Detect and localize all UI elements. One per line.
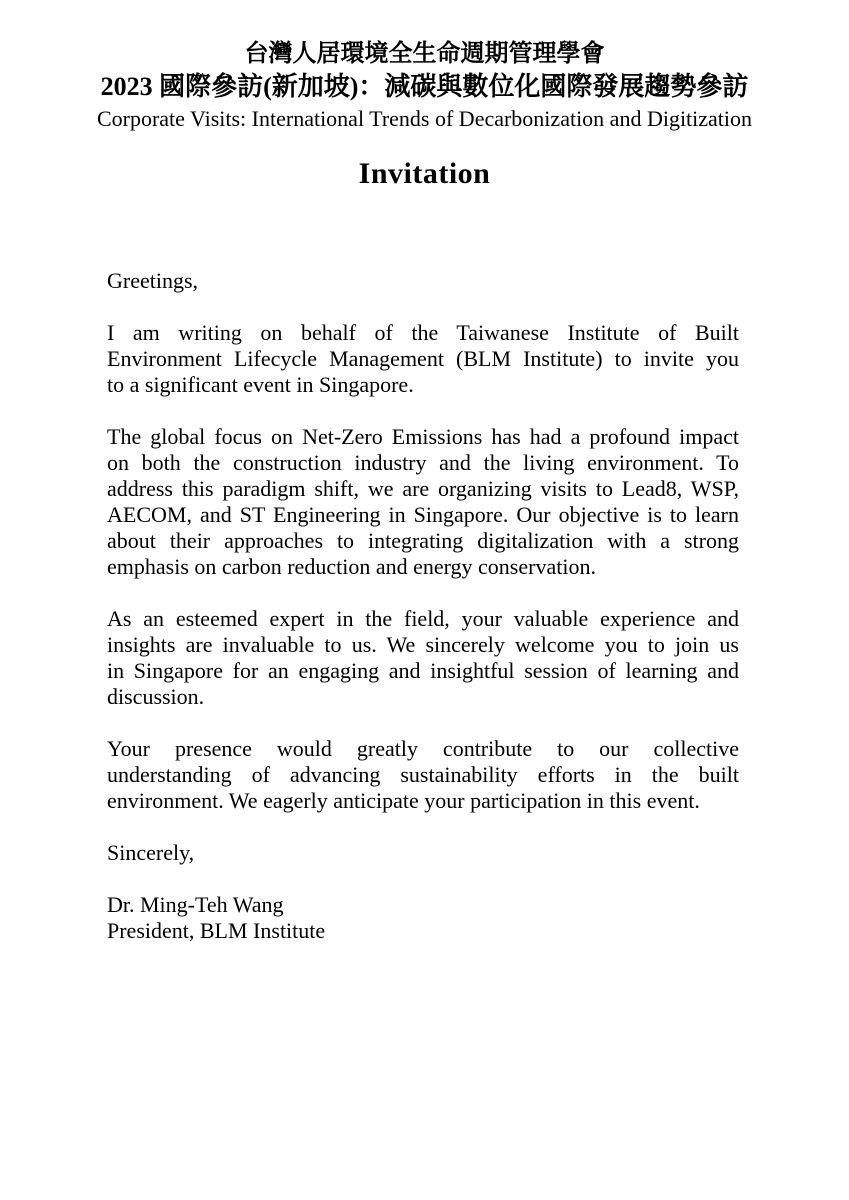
letter-line: The global focus on Net-Zero Emissions has had a profound impact bbox=[107, 424, 739, 449]
letter-line: in Singapore for an engaging and insightful session of learning and bbox=[107, 658, 739, 683]
letter-line: discussion. bbox=[107, 684, 205, 709]
letter-line: As an esteemed expert in the field, your valuable experience and bbox=[107, 606, 739, 631]
signature-title: President, BLM Institute bbox=[107, 918, 326, 943]
signature-block bbox=[107, 892, 739, 944]
salutation: Greetings, bbox=[107, 268, 199, 293]
letter-line: environment. We eagerly anticipate your participation in this event. bbox=[107, 788, 700, 813]
title-chinese-line2: 2023 國際參訪(新加坡)：減碳與數位化國際發展趨勢參訪 bbox=[100, 72, 749, 101]
letter-paragraph bbox=[107, 424, 739, 580]
letter-line: Your presence would greatly contribute to our collective bbox=[107, 736, 739, 761]
closing: Sincerely, bbox=[107, 840, 195, 865]
invitation-heading: Invitation bbox=[358, 157, 491, 190]
letter-line: on both the construction industry and the living environment. To bbox=[107, 450, 739, 475]
document-header bbox=[0, 0, 849, 134]
letter-line: Environment Lifecycle Management (BLM Institute) to invite you bbox=[107, 346, 739, 371]
letter-line: insights are invaluable to us. We sincerely welcome you to join us bbox=[107, 632, 739, 657]
letter-line: address this paradigm shift, we are organizing visits to Lead8, WSP, bbox=[107, 476, 739, 501]
letter-paragraph bbox=[107, 736, 739, 814]
title-english: Corporate Visits: International Trends of Decarbonization and Digitization bbox=[96, 106, 753, 131]
letter-line: I am writing on behalf of the Taiwanese Institute of Built bbox=[107, 320, 739, 345]
letter-line: to a significant event in Singapore. bbox=[107, 372, 414, 397]
title-chinese-line1: 台灣人居環境全生命週期管理學會 bbox=[244, 41, 605, 67]
signature-name: Dr. Ming-Teh Wang bbox=[107, 892, 284, 917]
letter-line: about their approaches to integrating digitalization with a strong bbox=[107, 528, 739, 553]
letter-paragraph bbox=[107, 606, 739, 710]
letter-paragraph bbox=[107, 320, 739, 398]
letter-paragraphs bbox=[107, 320, 739, 814]
letter-line: emphasis on carbon reduction and energy conservation. bbox=[107, 554, 596, 579]
letter-line: AECOM, and ST Engineering in Singapore. Our objective is to learn bbox=[107, 502, 739, 527]
letter-body bbox=[107, 268, 739, 944]
letter-line: understanding of advancing sustainability efforts in the built bbox=[107, 762, 739, 787]
